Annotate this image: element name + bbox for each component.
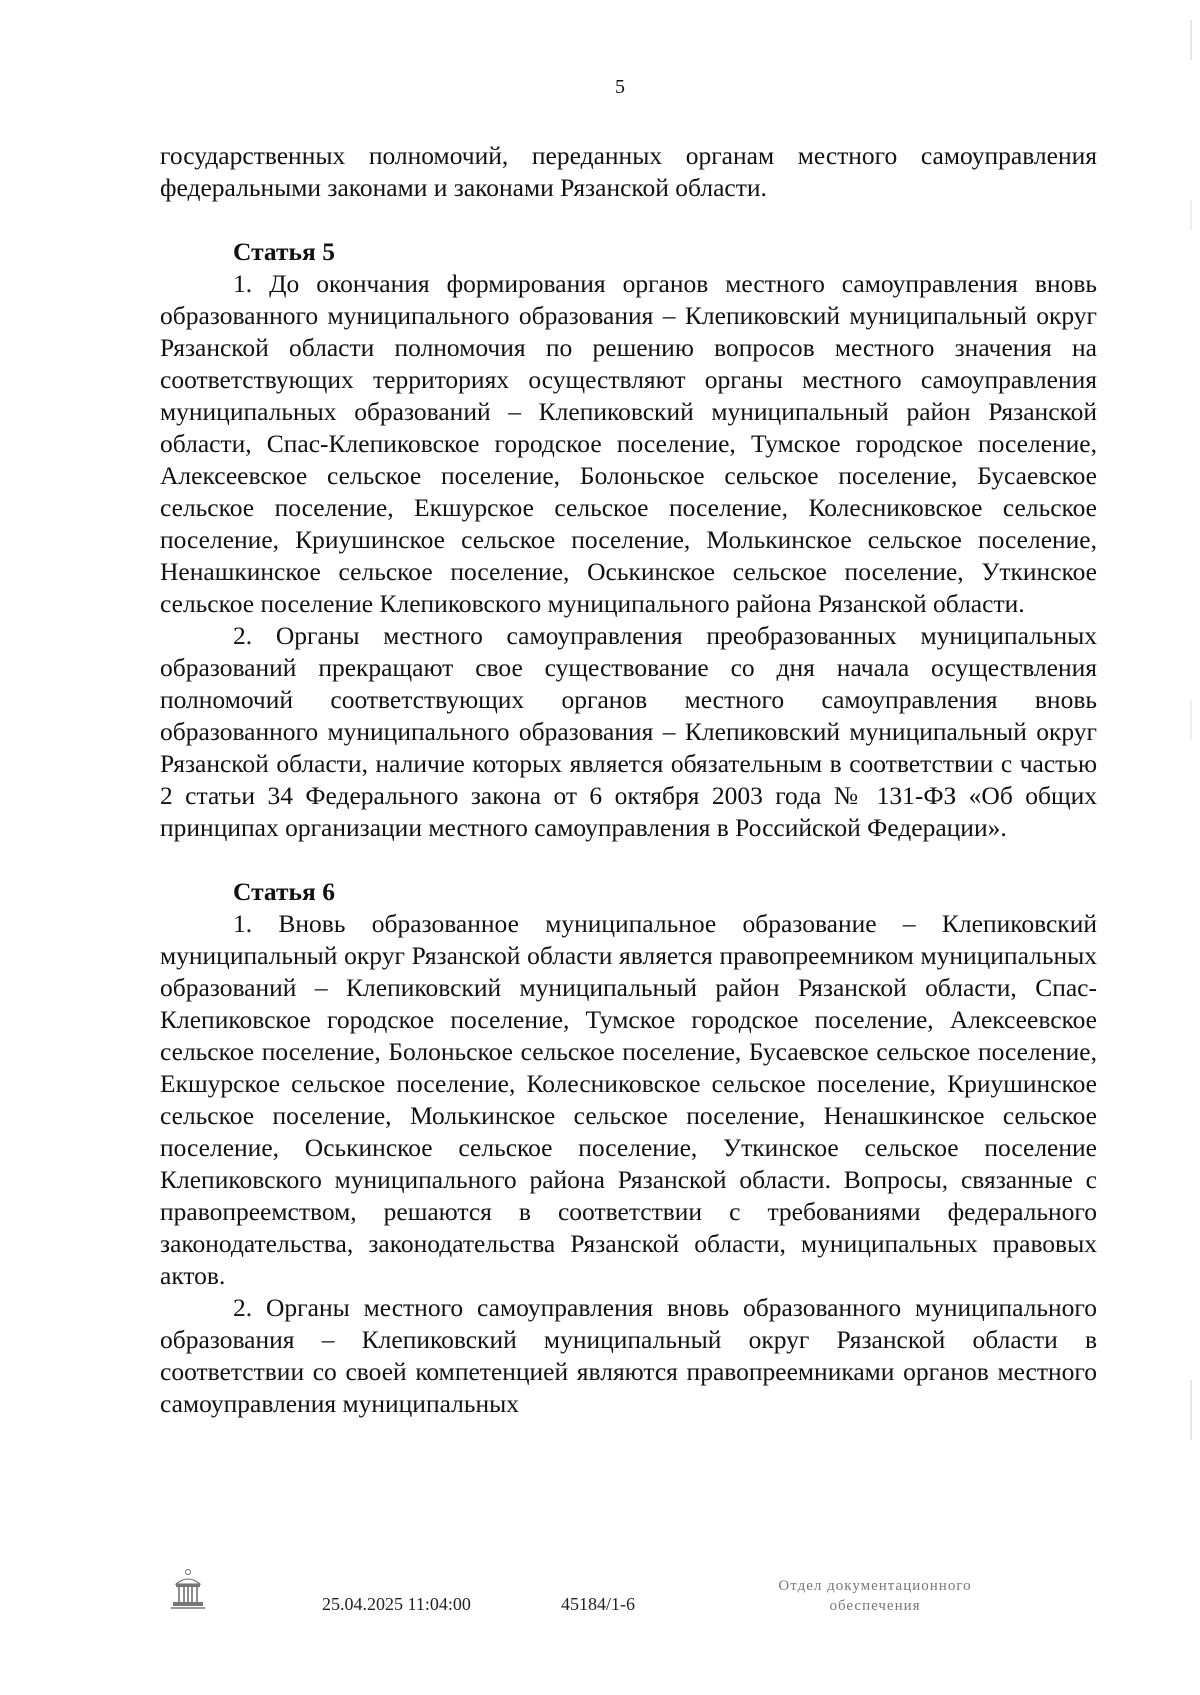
department-stamp-line-2: обеспечения xyxy=(829,1598,921,1614)
document-footer xyxy=(0,1568,1200,1648)
department-stamp xyxy=(730,1576,1020,1616)
stamp-document-number: 45184/1-6 xyxy=(561,1594,635,1614)
emblem-icon xyxy=(170,1568,206,1612)
scan-edge-marks xyxy=(1188,0,1194,1695)
article-6-paragraph-1: 1. Вновь образованное муниципальное образование – Клепиковский муниципальный округ Рязанской области является правопреемником муниципальных образований – Клепиковский муниципальный район Рязанской области, Спас-Клепиковское городское поселение, Тумское городское поселение, Алексеевское сельское поселение, Болоньское сельское поселение, Бусаевское сельское поселение, Екшурское сельское поселение, Колесниковское сельское поселение, Криушинское сельское поселение, Молькинское сельское поселение, Ненашкинское сельское поселение, Оськинское сельское поселение, Уткинское сельское поселение Клепиковского муниципального района Рязанской области. Вопросы, связанные с правопреемством, решаются в соответствии с требованиями федерального законодательства, законодательства Рязанской области, муниципальных правовых актов. xyxy=(160,909,1097,1290)
article-5-heading: Статья 5 xyxy=(233,237,335,266)
department-stamp-line-1: Отдел документационного xyxy=(778,1578,972,1594)
stamp-date: 25.04.2025 11:04:00 xyxy=(322,1594,471,1614)
article-6-heading: Статья 6 xyxy=(233,877,335,906)
article-5-paragraph-2: 2. Органы местного самоуправления преобразованных муниципальных образований прекращают свое существование со дня начала осуществления полномочий соответствующих органов местного самоуправления вновь образованного муниципального образования – Клепиковский муниципальный округ Рязанской области, наличие которых является обязательным в соответствии с частью 2 статьи 34 Федерального закона от 6 октября 2003 года № 131-ФЗ «Об общих принципах организации местного самоуправления в Российской Федерации». xyxy=(160,621,1097,842)
page-number: 5 xyxy=(615,76,625,98)
document-body xyxy=(160,140,1097,1420)
article-6-paragraph-2: 2. Органы местного самоуправления вновь образованного муниципального образования – Клепиковский муниципальный округ Рязанской области в соответствии со своей компетенцией являются правопреемниками органов местного самоуправления муниципальных xyxy=(160,1293,1097,1418)
article-5-paragraph-1: 1. До окончания формирования органов местного самоуправления вновь образованного муниципального образования – Клепиковский муниципальный округ Рязанской области полномочия по решению вопросов местного значения на соответствующих территориях осуществляют органы местного самоуправления муниципальных образований – Клепиковский муниципальный район Рязанской области, Спас-Клепиковское городское поселение, Тумское городское поселение, Алексеевское сельское поселение, Болоньское сельское поселение, Бусаевское сельское поселение, Екшурское сельское поселение, Колесниковское сельское поселение, Криушинское сельское поселение, Молькинское сельское поселение, Ненашкинское сельское поселение, Оськинское сельское поселение, Уткинское сельское поселение Клепиковского муниципального района Рязанской области. xyxy=(160,269,1097,618)
paragraph-continuation: государственных полномочий, переданных органам местного самоуправления федеральными законами и законами Рязанской области. xyxy=(160,141,1097,202)
